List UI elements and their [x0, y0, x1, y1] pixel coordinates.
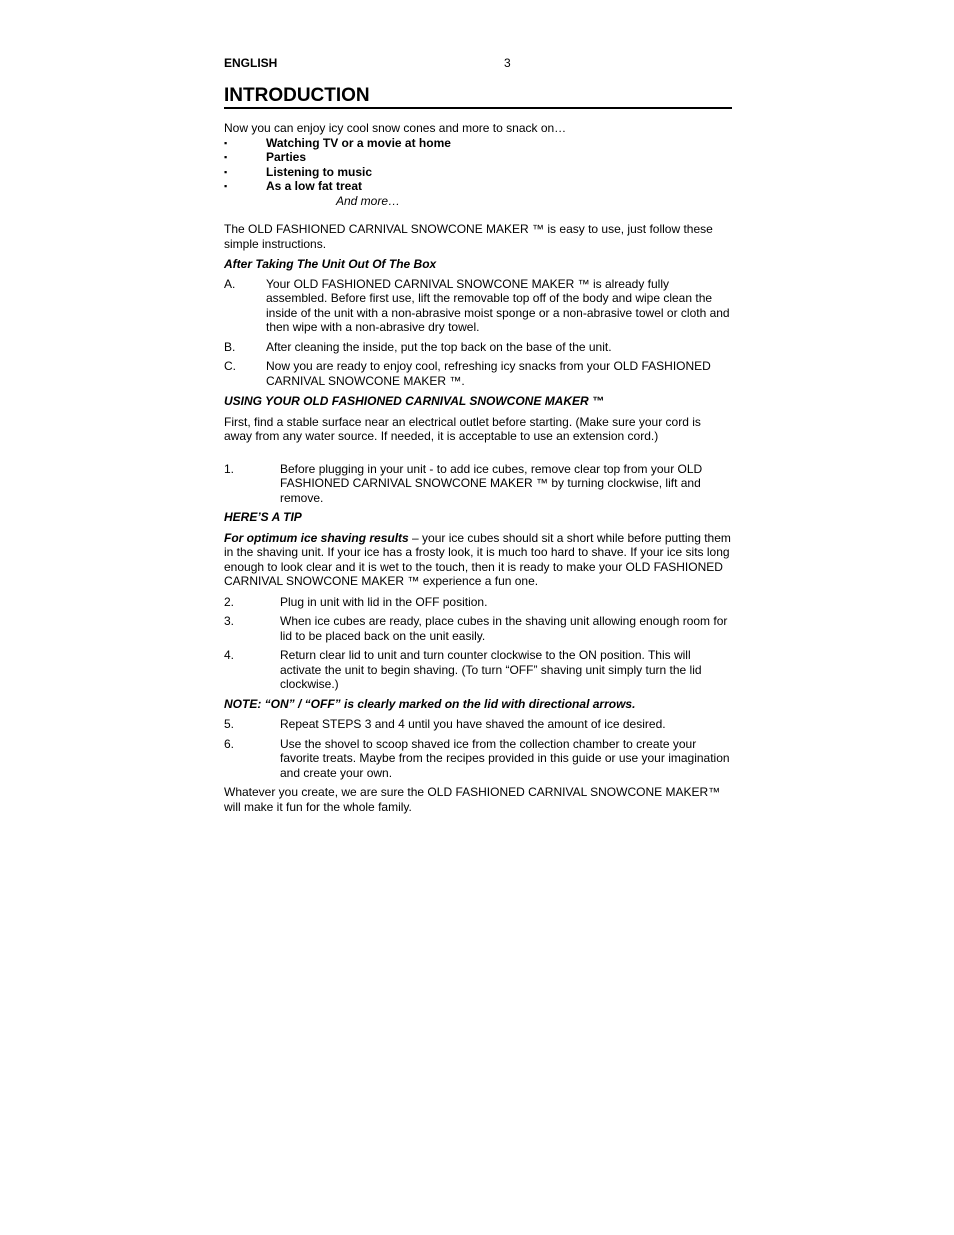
- easy-to-use-paragraph: The OLD FASHIONED CARNIVAL SNOWCONE MAKER ™ is easy to use, just follow these simple instructions.: [224, 222, 713, 251]
- note-text: NOTE: “ON” / “OFF” is clearly marked on the lid with directional arrows.: [224, 696, 636, 711]
- step-marker: 4.: [224, 648, 235, 662]
- list-item: [224, 150, 732, 165]
- after-box-item-a: [224, 277, 732, 335]
- item-text: After cleaning the inside, put the top back on the base of the unit.: [266, 339, 612, 354]
- step-text: Plug in unit with lid in the OFF position.: [280, 594, 488, 609]
- closing-paragraph: Whatever you create, we are sure the OLD FASHIONED CARNIVAL SNOWCONE MAKER™ will make it fun for the whole family.: [224, 785, 721, 814]
- item-marker: A.: [224, 276, 236, 291]
- tip-paragraph: [224, 531, 732, 589]
- and-more-text: And more…: [336, 193, 401, 208]
- tip-heading: HERE’S A TIP: [224, 510, 302, 524]
- step-text: Return clear lid to unit and turn counter clockwise to the ON position. This will activate the unit to begin shaving. (To turn “OFF” shaving unit simply turn the lid clockwise.): [280, 648, 702, 691]
- bullet-icon: ▪: [224, 137, 228, 148]
- step-marker: 6.: [224, 736, 235, 751]
- after-box-item-b: [224, 340, 732, 355]
- step-text: Repeat STEPS 3 and 4 until you have shaved the amount of ice desired.: [280, 717, 666, 731]
- step-5: [224, 717, 732, 732]
- tip-lead: For optimum ice shaving results: [224, 530, 409, 545]
- tip-text: – your ice cubes should sit a short while before putting them in the shaving unit. If your ice has a frosty look, it is much too hard to shave. If your ice sits long enough to look clear and it is wet to the touch, then it is ready to make your OLD FASHIONED CARNIVAL SNOWCONE MAKER ™ experience a fun one.: [224, 530, 731, 588]
- list-item: [224, 165, 732, 180]
- step-text: When ice cubes are ready, place cubes in the shaving unit allowing enough room for lid to be placed back on the unit easily.: [280, 614, 728, 643]
- step-4: [224, 648, 732, 692]
- page-title: INTRODUCTION: [224, 85, 370, 106]
- list-item: [224, 179, 732, 194]
- item-marker: C.: [224, 359, 236, 373]
- after-box-heading: After Taking The Unit Out Of The Box: [224, 257, 437, 271]
- list-item-text: As a low fat treat: [266, 179, 363, 193]
- step-marker: 2.: [224, 594, 235, 609]
- title-divider: [224, 107, 732, 109]
- step-6: [224, 737, 732, 781]
- using-heading: USING YOUR OLD FASHIONED CARNIVAL SNOWCONE MAKER ™: [224, 394, 605, 408]
- step-3: [224, 614, 732, 643]
- step-marker: 3.: [224, 614, 235, 628]
- item-text: Your OLD FASHIONED CARNIVAL SNOWCONE MAKER ™ is already fully assembled. Before first use, lift the removable top off of the body and wipe clean the inside of the unit with a non-abrasive moist sponge or a non-abrasive towel or cloth and then wipe with a non-abrasive dry towel.: [266, 276, 730, 334]
- list-item-text: Watching TV or a movie at home: [266, 135, 451, 150]
- using-intro: First, find a stable surface near an electrical outlet before starting. (Make sure your cord is away from any water source. If needed, it is acceptable to use an extension cord.): [224, 414, 701, 443]
- item-marker: B.: [224, 339, 236, 354]
- bullet-icon: ▪: [224, 166, 228, 177]
- list-item-text: Parties: [266, 150, 307, 164]
- bullet-icon: ▪: [224, 152, 228, 162]
- header-language: ENGLISH: [224, 56, 278, 70]
- intro-text: Now you can enjoy icy cool snow cones and more to snack on…: [224, 121, 567, 135]
- item-text: Now you are ready to enjoy cool, refreshing icy snacks from your OLD FASHIONED CARNIVAL SNOWCONE MAKER ™.: [266, 359, 711, 388]
- list-item: [224, 136, 732, 151]
- list-item-text: Listening to music: [266, 164, 373, 179]
- step-text: Use the shovel to scoop shaved ice from the collection chamber to create your favorite treats. Maybe from the recipes provided in this guide or use your imagination and create your own.: [280, 736, 730, 780]
- step-marker: 1.: [224, 461, 235, 476]
- bullet-icon: ▪: [224, 181, 228, 191]
- step-2: [224, 595, 732, 610]
- step-text: Before plugging in your unit - to add ice cubes, remove clear top from your OLD FASHIONED CARNIVAL SNOWCONE MAKER ™ by turning clockwise, lift and remove.: [280, 461, 703, 505]
- step-1: [224, 462, 732, 506]
- step-marker: 5.: [224, 717, 235, 731]
- after-box-item-c: [224, 359, 732, 388]
- page-number: 3: [504, 56, 511, 70]
- content-flow: [224, 121, 732, 814]
- snack-occasions-list: [224, 136, 732, 194]
